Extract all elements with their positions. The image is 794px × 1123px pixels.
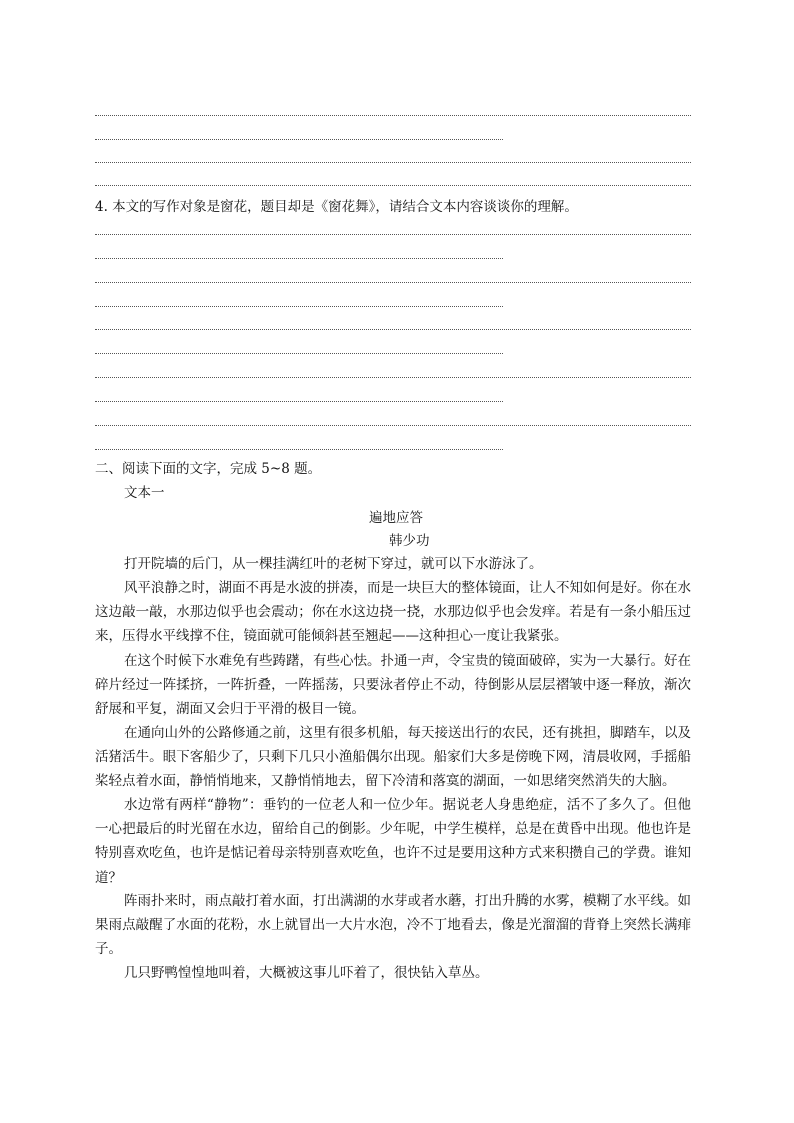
- paragraph: 水边常有两样“静物”：垂钓的一位老人和一位少年。据说老人身患绝症，活不了多久了。但他一心把最后的时光留在水边，留给自己的倒影。少年呢，中学生模样，总是在黄昏中出现。他也许是特别喜欢吃鱼，也许是惦记着母亲特别喜欢吃鱼，也许不过是要用这种方式来积攒自己的学费。谁知道？: [95, 797, 691, 886]
- article-author: 韩少功: [389, 533, 430, 549]
- answer-line: [95, 353, 503, 354]
- answer-line: [95, 282, 691, 283]
- section-heading: 二、阅读下面的文字，完成 5~8 题。: [95, 461, 322, 477]
- text-label: 文本一: [124, 485, 165, 501]
- paragraph: 在通向山外的公路修通之前，这里有很多机船，每天接送出行的农民，还有挑担，脚踏车，以及活猪活牛。眼下客船少了，只剩下几只小渔船偶尔出现。船家们大多是傍晚下网，清晨收网，手摇船桨轻点着水面，静悄悄地来，又静悄悄地去，留下冷清和落寞的湖面，一如思绪突然消失的大脑。: [95, 725, 691, 790]
- answer-line: [95, 139, 503, 140]
- paragraph: 风平浪静之时，湖面不再是水波的拼凑，而是一块巨大的整体镜面，让人不知如何是好。你在水这边敲一敲，水那边似乎也会震动；你在水这边挠一挠，水那边似乎也会发痒。若是有一条小船压过来，压得水平线撑不住，镜面就可能倾斜甚至翘起——这种担心一度让我紧张。: [95, 580, 691, 645]
- answer-line: [95, 401, 503, 402]
- paragraph: 打开院墙的后门，从一棵挂满红叶的老树下穿过，就可以下水游泳了。: [124, 556, 543, 572]
- answer-line: [95, 329, 691, 330]
- answer-line: [95, 234, 691, 235]
- answer-line: [95, 306, 503, 307]
- answer-line: [95, 162, 691, 163]
- question-4: 4. 本文的写作对象是窗花，题目却是《窗花舞》，请结合文本内容谈谈你的理解。: [95, 199, 578, 215]
- answer-line: [95, 185, 691, 186]
- paragraph: 几只野鸭惶惶地叫着，大概被这事儿吓着了，很快钻入草丛。: [124, 965, 489, 981]
- answer-line: [95, 377, 691, 378]
- answer-line: [95, 258, 503, 259]
- paragraph: 在这个时候下水难免有些踌躇，有些心怯。扑通一声，令宝贵的镜面破碎，实为一大暴行。好在碎片经过一阵揉挤，一阵折叠，一阵摇荡，只要泳者停止不动，待倒影从层层褶皱中逐一释放，渐次舒展和平复，湖面又会归于平滑的极目一镜。: [95, 653, 691, 718]
- paragraph: 阵雨扑来时，雨点敲打着水面，打出满湖的水芽或者水蘑，打出升腾的水雾，模糊了水平线。如果雨点敲醒了水面的花粉，水上就冒出一大片水泡，冷不丁地看去，像是光溜溜的背脊上突然长满痱子。: [95, 893, 691, 958]
- answer-line: [95, 425, 691, 426]
- answer-line: [95, 449, 503, 450]
- answer-line: [95, 115, 691, 116]
- article-title: 遍地应答: [369, 510, 423, 526]
